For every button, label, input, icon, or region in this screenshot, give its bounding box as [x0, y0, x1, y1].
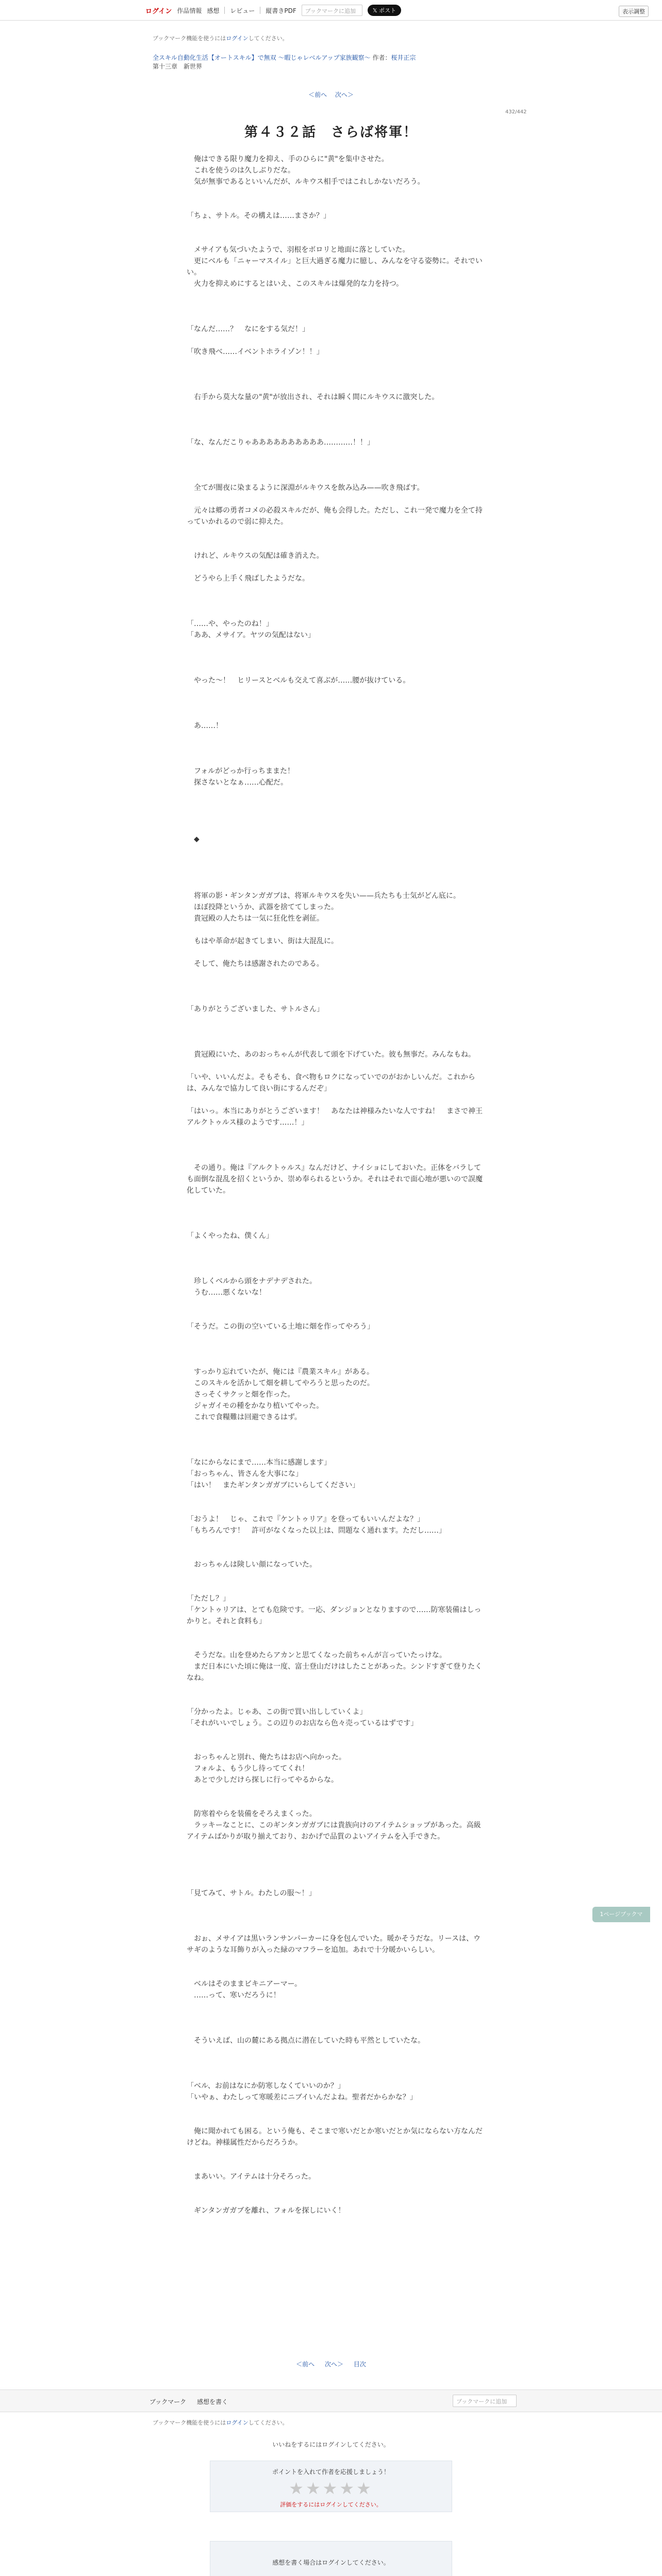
body-line: [187, 2046, 486, 2058]
bookmark-login-link[interactable]: ログイン: [226, 35, 249, 42]
body-line: けれど、ルキウスの気配は確き消えた。: [187, 552, 324, 560]
body-line: そうだな。山を登めたらアカンと思てくなった前ちゃんが言っていたっけな。: [187, 1651, 446, 1659]
body-line: 「ちょ、サトル。その構えは……まさか？」: [187, 212, 330, 220]
x-post-button[interactable]: 𝕏 ポスト: [368, 5, 401, 16]
pager-bottom: [0, 2360, 662, 2368]
body-line: [187, 970, 486, 981]
write-review-button[interactable]: 感想を書く: [197, 2398, 228, 2405]
review-panel: [210, 2541, 452, 2576]
body-line: [187, 414, 486, 426]
body-line: [187, 380, 486, 392]
rating-panel: [210, 2461, 452, 2512]
body-line: [187, 335, 486, 346]
body-line: [187, 1332, 486, 1344]
body-line: [187, 732, 486, 743]
body-line: [187, 188, 486, 199]
body-line: そして、俺たちは感謝されたのである。: [187, 960, 324, 968]
bookmark-button[interactable]: ブックマーク: [150, 2398, 187, 2405]
body-line: [187, 1423, 486, 1434]
body-line: [187, 664, 486, 675]
series-info: [153, 54, 514, 71]
body-line: [187, 607, 486, 618]
body-line: [187, 1627, 486, 1638]
body-line: [187, 1253, 486, 1264]
body-line: [187, 369, 486, 380]
body-line: [187, 686, 486, 698]
body-line: [187, 2001, 486, 2012]
body-line: [187, 1219, 486, 1230]
body-line: [187, 1684, 486, 1695]
body-line: フォルがどっか行っちままた！: [187, 767, 295, 775]
nav-divider: [224, 7, 225, 14]
body-line: これで食糧難は回避できるはず。: [187, 1413, 302, 1421]
body-line: [187, 1899, 486, 1910]
body-line: [187, 528, 486, 539]
body-line: [187, 1310, 486, 1321]
body-line: [187, 822, 486, 834]
pager-top: [0, 90, 662, 99]
body-line: [187, 539, 486, 550]
body-line: 「見てみて、サトル。わたしの服〜！」: [187, 1889, 316, 1897]
body-line: [187, 1729, 486, 1740]
body-line: [187, 1446, 486, 1457]
body-line: 全てが闇夜に染まるように深淵がルキウスを飲み込み——吹き飛ばす。: [187, 484, 424, 492]
body-line: 「おうよ！ じゃ、これで『ケントゥリア』を登ってもいいんだよな？」: [187, 1515, 424, 1523]
chapter-body: [187, 154, 486, 2216]
body-line: [187, 596, 486, 607]
bookmark-login-note-bottom: ブックマーク機能を使うにはログインしてください。: [153, 2419, 288, 2426]
body-line: 「ケントゥリアは、とても危険です。一応、ダンジョンとなりますので……防寒装備はしっかりと。それと食料も」: [187, 1606, 482, 1625]
rating-stars[interactable]: ★★★★★: [289, 2479, 373, 2498]
rating-heading: ポイントを入れて作者を応援しましょう！: [272, 2468, 390, 2476]
body-line: [187, 301, 486, 312]
body-line: これを使うのは久しぶりだな。: [187, 166, 295, 175]
body-line: [187, 2148, 486, 2160]
body-line: [187, 1502, 486, 1514]
author-label: 作者：: [372, 54, 391, 61]
body-line: [187, 1956, 486, 1967]
page-number: 432/442: [505, 109, 527, 115]
body-line: [187, 1140, 486, 1151]
body-line: [187, 1298, 486, 1310]
chapter-group: 第十三章 新世界: [153, 63, 203, 70]
bottom-toolbar: [0, 2389, 662, 2412]
body-line: 「ありがとうございました、サトルさん」: [187, 1005, 324, 1013]
body-line: [187, 199, 486, 210]
body-line: ……って、寒いだろうに！: [187, 1991, 280, 1999]
nav-work-info[interactable]: 作品情報: [177, 7, 202, 14]
body-line: 「なんだ……？ なにをする気だ！」: [187, 325, 309, 333]
body-line: [187, 1026, 486, 1038]
body-line: [187, 1865, 486, 1876]
body-line: メサイアも気づいたようで、羽根をボロリと地面に落としていた。: [187, 246, 410, 254]
body-line: [187, 1208, 486, 1219]
body-line: 「なにからなにまで……本当に感謝します」: [187, 1459, 331, 1467]
body-line: 防寒着やらを装備をそろえまくった。: [187, 1810, 317, 1818]
body-line: [187, 448, 486, 460]
body-line: [187, 743, 486, 754]
body-line: [187, 1434, 486, 1446]
body-line: [187, 1344, 486, 1355]
body-line: [187, 2069, 486, 2080]
body-line: 「吹き飛べ……イベントホライゾン！！」: [187, 348, 324, 356]
body-line: [187, 222, 486, 233]
body-line: 将軍の影・ギンタンガガブは、将軍ルキウスを失い——兵たちも士気がどん底に。: [187, 892, 460, 900]
body-line: [187, 754, 486, 766]
body-line: 「分かったよ。じゃあ、この街で買い出ししていくよ」: [187, 1708, 367, 1716]
body-line: さっそくサクッと畑を作った。: [187, 1391, 295, 1399]
body-line: [187, 856, 486, 868]
body-line: [187, 1910, 486, 1922]
body-line: [187, 403, 486, 414]
body-line: 「ベル、お前はなにか防寒しなくていいのか？」: [187, 2082, 345, 2090]
prev-link[interactable]: ＜前へ: [308, 91, 327, 98]
body-line: [187, 641, 486, 652]
body-line: 俺はできる限り魔力を抑え、手のひらに"黄"を集中させた。: [187, 155, 389, 163]
body-line: [187, 1582, 486, 1593]
body-line: 貴冠殿にいた、あのおっちゃんが代表して頭を下げていた。彼も無事だ。みんなもね。: [187, 1050, 475, 1059]
body-line: その通り。俺は『アルクトゥルス』なんだけど、ナイショにしておいた。正体をバラしても面倒な混乱を招くというか、崇め奉られるというか。それはそれで面心地が悪いので誤魔化していた。: [187, 1164, 483, 1195]
body-line: このスキルを活かして畑を耕してやろうと思ったのだ。: [187, 1379, 374, 1387]
body-line: [187, 1638, 486, 1650]
body-line: [187, 1151, 486, 1162]
body-line: [187, 358, 486, 369]
body-line: [187, 2182, 486, 2194]
body-line: 右手から莫大な量の"黄"が放出され、それは瞬く間にルキウスに激突した。: [187, 393, 439, 401]
body-line: 「はいっ。本当にありがとうございます！ あなたは神様みたいな人ですね！ まさで神王アルクトゥルス様のようです……！」: [187, 1107, 483, 1127]
body-line: 気が無事であるといいんだが、ルキウス相手ではこれしかないだろう。: [187, 178, 425, 186]
body-line: 火力を抑えめにするとはいえ、このスキルは爆発的な力を持つ。: [187, 280, 404, 288]
rating-login-note[interactable]: 評価をするにはログインしてください。: [280, 2501, 382, 2508]
body-line: 「いやぁ、わたしって寒暖差にニブイいんだよね。聖者だからかな？」: [187, 2093, 417, 2102]
body-line: [187, 1128, 486, 1140]
chapter-title: 第４３２話 さらば将軍！: [244, 125, 418, 140]
body-line: ほぼ投降というか、武器を捨ててしまった。: [187, 903, 338, 911]
body-line: 「はい！ またギンタンガガブにいらしてください」: [187, 1481, 360, 1489]
body-line: [187, 2024, 486, 2035]
body-line: [187, 879, 486, 890]
body-line: すっかり忘れていたが、俺には『農業スキル』がある。: [187, 1368, 374, 1376]
body-line: [187, 811, 486, 822]
body-line: 「な、なんだこりゃああああああああああ…………！！」: [187, 438, 374, 447]
body-line: [187, 562, 486, 573]
body-line: [187, 1797, 486, 1808]
body-line: [187, 845, 486, 856]
body-line: ラッキーなことに、このギンタンガガブには貴族向けのアイテムショップがあった。高級アイテムばかりが取り揃えており、おかげで品質のよいアイテムを入手できた。: [187, 1821, 481, 1841]
body-line: [187, 709, 486, 720]
body-line: ◆: [187, 835, 200, 843]
body-line: [187, 1740, 486, 1752]
body-line: [187, 1786, 486, 1797]
body-line: [187, 1876, 486, 1888]
body-line: 「おっちゃん、皆さんを大事にな」: [187, 1470, 303, 1478]
body-line: もはや革命が起きてしまい、街は大混乱に。: [187, 937, 338, 945]
body-line: [187, 947, 486, 958]
body-line: [187, 312, 486, 324]
series-title-link[interactable]: 全スキル自動化生活【オートスキル】で無双 〜暇じゃレベルアップ家族観察〜: [153, 54, 371, 61]
body-line: どうやら上手く飛ばしたようだな。: [187, 574, 309, 583]
bookmark-add-input[interactable]: ブックマークに追加: [302, 5, 362, 16]
body-line: [187, 2160, 486, 2171]
body-line: 「もちろんです！ 許可がなくなった以上は、問題なく通れます。ただし……」: [187, 1527, 446, 1535]
display-settings-button[interactable]: 表示調整: [619, 6, 649, 17]
body-line: [187, 426, 486, 437]
body-line: [187, 1264, 486, 1276]
body-line: [187, 2103, 486, 2114]
body-line: ジャガイモの種をかなり植いてやった。: [187, 1402, 324, 1410]
body-line: [187, 981, 486, 992]
prev-link-bottom[interactable]: ＜前へ: [296, 2361, 315, 2368]
next-link-bottom[interactable]: 次へ＞: [324, 2361, 343, 2368]
body-line: 「そうだ。この街の空いている土地に畑を作ってやろう」: [187, 1323, 374, 1331]
body-line: [187, 1242, 486, 1253]
body-line: [187, 460, 486, 471]
body-line: [187, 1536, 486, 1548]
body-line: [187, 1842, 486, 1854]
body-line: [187, 924, 486, 936]
body-line: 「ああ、メサイア。ヤツの気配はない」: [187, 631, 315, 639]
toc-link[interactable]: 目次: [353, 2361, 366, 2368]
body-line: 「……や、やったのね！」: [187, 620, 273, 628]
body-line: まあいい。アイテムは十分そろった。: [187, 2173, 316, 2181]
body-line: ベルはそのままビキニアーマー。: [187, 1980, 302, 1988]
body-line: 珍しくベルから頭をナデナデされた。: [187, 1277, 317, 1285]
body-line: あ……！: [187, 722, 223, 730]
body-line: [187, 494, 486, 505]
nav-review[interactable]: レビュー: [230, 7, 255, 14]
side-bookmark-button[interactable]: 1ページブックマ: [592, 1907, 650, 1922]
body-line: [187, 2194, 486, 2205]
body-line: あとで少しだけら探しに行ってやるからな。: [187, 1776, 338, 1784]
body-line: [187, 1967, 486, 1978]
body-line: 元々は郷の勇者コメの必殺スキルだが、俺も会得した。ただし、これ一発で魔力を全て持っていかれるので弱に抑えた。: [187, 506, 483, 526]
body-line: [187, 1854, 486, 1865]
top-bar: [0, 0, 662, 21]
body-line: フォルよ、もう少し待っててくれ！: [187, 1765, 309, 1773]
body-line: [187, 992, 486, 1004]
body-line: 探さないとなぁ……心配だ。: [187, 778, 288, 787]
body-line: [187, 233, 486, 244]
body-line: おっちゃんは険しい顔になっていた。: [187, 1561, 317, 1569]
body-line: [187, 1015, 486, 1026]
body-line: 俺に聞かれても困る。という俺も、そこまで寒いだとか寒いだとか気にならない方なんだけどね。神様属性だからだろうか。: [187, 2127, 483, 2147]
body-line: [187, 2058, 486, 2069]
bookmark-add-input-bottom[interactable]: ブックマークに追加: [453, 2395, 517, 2407]
body-line: やった〜！ ヒリースとベルも交えて喜ぶが……腰が抜けている。: [187, 676, 410, 685]
body-line: [187, 800, 486, 811]
body-line: まだ日本にいた頃に俺は一度、富士登山だけはしたことがあった。シンドすぎて登りたくなね。: [187, 1663, 483, 1682]
body-line: 「ただし？」: [187, 1595, 230, 1603]
body-line: [187, 1491, 486, 1502]
body-line: 「いや、いいんだよ。そもそも、食べ物もロクになっていでのがおかしいんだ。これからは、みんなで協力して良い街にするんだぞ」: [187, 1073, 475, 1093]
body-line: [187, 788, 486, 800]
body-line: [187, 1922, 486, 1933]
body-line: うむ……悪くないな！: [187, 1289, 266, 1297]
body-line: 「よくやったね、僕くん」: [187, 1232, 273, 1240]
review-login-note: 感想を書く場合はログインしてください。: [272, 2559, 390, 2566]
next-link[interactable]: 次へ＞: [335, 91, 354, 98]
body-line: [187, 1570, 486, 1582]
body-line: [187, 698, 486, 709]
body-line: [187, 1695, 486, 1706]
body-line: 貴冠殿の人たちは一気に狂化性を剥征。: [187, 914, 324, 923]
body-line: 更にベルも「ニャーマスイル」と巨大過ぎる魔力に臆し、みんなを守る姿勢に。それでいい。: [187, 257, 483, 277]
bookmark-login-note: ブックマーク機能を使うにはログインしてください。: [153, 35, 288, 42]
body-line: [187, 290, 486, 301]
body-line: おぉ、メサイアは黒いランサンパーカーに身を包んでいた。暖かそうだな。リースは、ウサギのような耳飾りが入った緑のマフラーを追加。あれで十分暖かいらしい。: [187, 1935, 481, 1954]
nav-vertical-pdf[interactable]: 縦書きPDF: [266, 7, 296, 14]
body-line: [187, 471, 486, 482]
body-line: [187, 584, 486, 596]
login-link[interactable]: ログイン: [145, 7, 172, 15]
body-line: [187, 1548, 486, 1559]
body-line: [187, 1196, 486, 1208]
body-line: [187, 652, 486, 664]
body-line: おっちゃんと別れ、俺たちはお店へ向かった。: [187, 1753, 346, 1761]
body-line: ギンタンガガブを離れ、フォルを探しにいく！: [187, 2207, 345, 2215]
body-line: [187, 868, 486, 879]
body-line: [187, 2012, 486, 2024]
body-line: [187, 1094, 486, 1106]
author-link[interactable]: 桜井正宗: [391, 54, 416, 61]
like-login-prompt: いいねをするにはログインしてください。: [272, 2441, 390, 2448]
body-line: [187, 1355, 486, 1366]
nav-impressions[interactable]: 感想: [207, 7, 220, 14]
body-line: [187, 1038, 486, 1049]
body-line: [187, 2114, 486, 2126]
body-line: [187, 1060, 486, 1072]
bookmark-login-link-bottom[interactable]: ログイン: [226, 2419, 249, 2426]
body-line: 「それがいいでしょう。この辺りのお店なら色々売っているはずです」: [187, 1719, 418, 1727]
body-line: そういえば、山の麓にある拠点に潜在していた時も平然としていたな。: [187, 2037, 425, 2045]
